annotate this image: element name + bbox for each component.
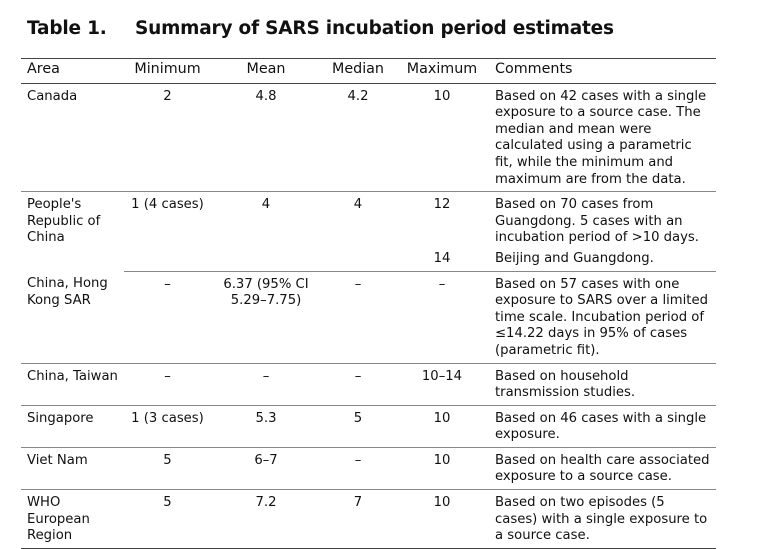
- cell-maximum: 10: [395, 447, 489, 489]
- cell-area: China, Hong Kong SAR: [21, 271, 124, 363]
- cell-minimum: 5: [124, 447, 211, 489]
- cell-maximum: –: [395, 271, 489, 363]
- cell-comments: Based on household transmission studies.: [489, 363, 716, 405]
- cell-area: WHO European Region: [21, 490, 124, 549]
- table-title: [27, 18, 614, 39]
- cell-area: Viet Nam: [21, 447, 124, 489]
- header-median: Median: [321, 59, 395, 84]
- cell-mean: 6–7: [211, 447, 321, 489]
- cell-maximum: 10: [395, 83, 489, 192]
- cell-median: –: [321, 447, 395, 489]
- cell-median: 4: [353, 197, 363, 213]
- cell-maximum: 10: [395, 490, 489, 549]
- cell-area: Canada: [21, 83, 124, 192]
- cell-area: People's Republic of China: [27, 197, 101, 246]
- cell-comments: Based on 70 cases from Guangdong. 5 cases with an incubation period of >10 days.: [495, 197, 699, 246]
- cell-minimum: 5: [124, 490, 211, 549]
- table-row: [21, 490, 716, 549]
- cell-minimum: –: [124, 363, 211, 405]
- table-row: [21, 405, 716, 447]
- table-row: [21, 83, 716, 192]
- table-row: [21, 271, 716, 363]
- cell-maximum: 10: [395, 405, 489, 447]
- cell-mean: 7.2: [211, 490, 321, 549]
- incubation-table: [21, 58, 716, 549]
- cell-mean: 4.8: [211, 83, 321, 192]
- cell-comments: Based on 46 cases with a single exposure.: [489, 405, 716, 447]
- cell-area: China, Taiwan: [21, 363, 124, 405]
- cell-mean: 6.37 (95% CI 5.29–7.75): [211, 271, 321, 363]
- cell-minimum: –: [124, 271, 211, 363]
- cell-minimum: 2: [124, 83, 211, 192]
- cell-comments: Based on health care associated exposure to a source case.: [489, 447, 716, 489]
- cell-comments: Based on 42 cases with a single exposure to a source case. The median and mean were calculated using a parametric fit, while the minimum and maximum are from the data.: [489, 83, 716, 192]
- cell-median: –: [321, 363, 395, 405]
- cell-median: 7: [321, 490, 395, 549]
- table-number: Table 1.: [27, 18, 107, 39]
- header-maximum: Maximum: [395, 59, 489, 84]
- cell-maximum: 12: [433, 197, 451, 213]
- cell-median: 5: [321, 405, 395, 447]
- header-mean: Mean: [211, 59, 321, 84]
- cell-mean: 4: [261, 197, 271, 213]
- cell-mean: –: [211, 363, 321, 405]
- cell-area: Singapore: [21, 405, 124, 447]
- cell-empty: [321, 250, 395, 271]
- header-row: [21, 59, 716, 84]
- table-row: [21, 447, 716, 489]
- cell-comments: Beijing and Guangdong.: [489, 250, 716, 271]
- cell-empty: [124, 250, 211, 271]
- header-area: Area: [21, 59, 124, 84]
- cell-maximum: 10–14: [395, 363, 489, 405]
- cell-median: 4.2: [321, 83, 395, 192]
- cell-comments: Based on 57 cases with one exposure to SARS over a limited time scale. Incubation period of ≤14.22 days in 95% of cases (parametric fit).: [489, 271, 716, 363]
- cell-mean: 5.3: [211, 405, 321, 447]
- header-minimum: Minimum: [124, 59, 211, 84]
- header-comments: Comments: [489, 59, 716, 84]
- cell-comments: Based on two episodes (5 cases) with a single exposure to a source case.: [489, 490, 716, 549]
- table-row: [21, 192, 716, 250]
- cell-median: –: [321, 271, 395, 363]
- cell-minimum: 1 (4 cases): [131, 197, 204, 213]
- table-row: [21, 363, 716, 405]
- table-subrow: [21, 250, 716, 271]
- cell-maximum: 14: [395, 250, 489, 271]
- table-caption: Summary of SARS incubation period estimates: [135, 18, 614, 39]
- cell-empty: [211, 250, 321, 271]
- cell-minimum: 1 (3 cases): [124, 405, 211, 447]
